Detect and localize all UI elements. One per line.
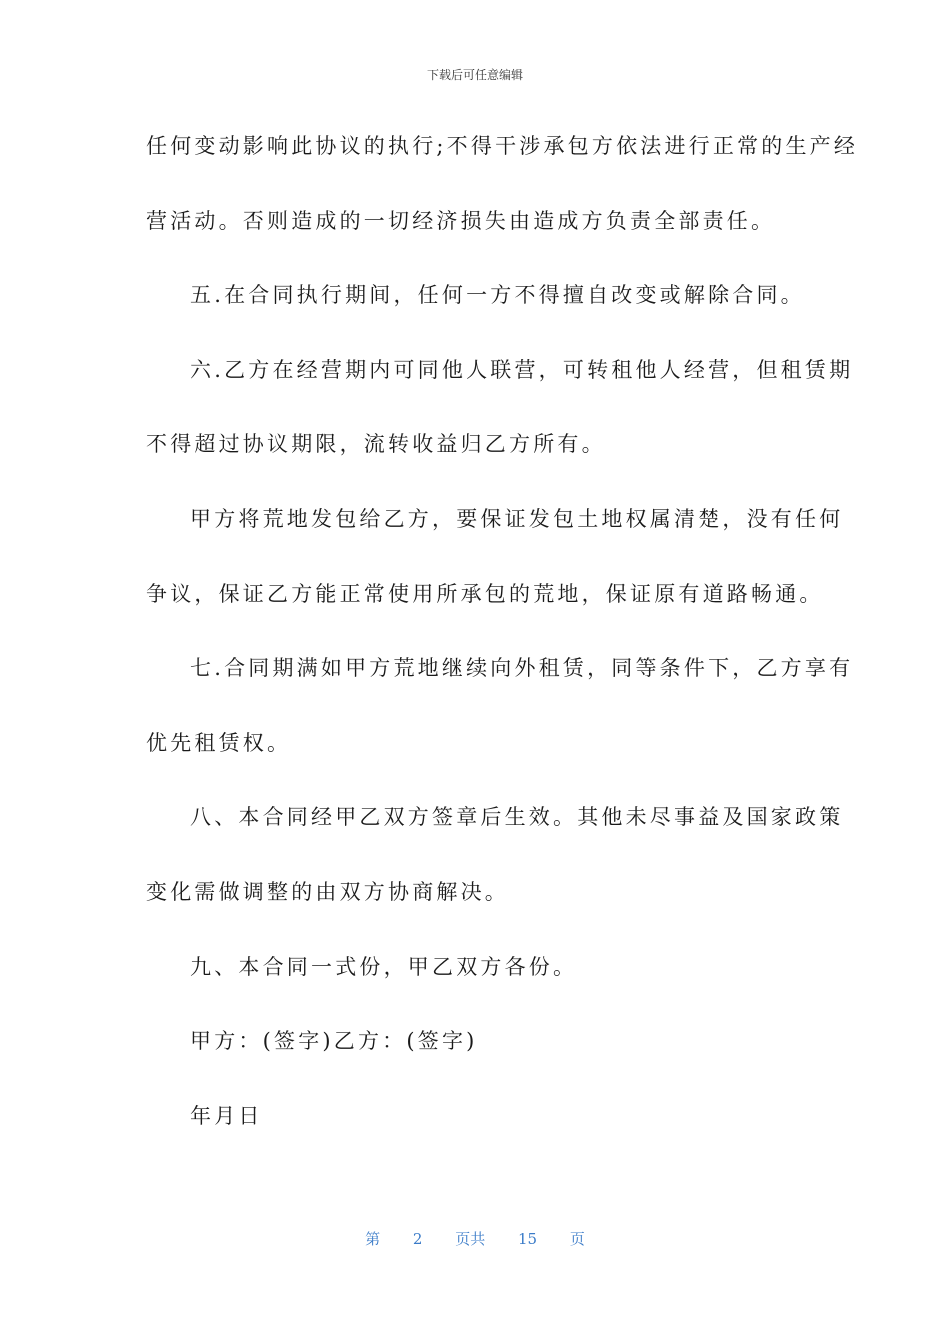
page-label-mid: 页共 [455, 1230, 486, 1248]
page-footer [0, 1228, 950, 1249]
page-label-suffix: 页 [569, 1230, 585, 1248]
clause-five: 五.在合同执行期间，任何一方不得擅自改变或解除合同。 [190, 283, 805, 308]
text-line: 不得超过协议期限，流转收益归乙方所有。 [146, 432, 606, 457]
text-line: 争议，保证乙方能正常使用所承包的荒地，保证原有道路畅通。 [146, 581, 824, 606]
paragraph-party-a-obligation: 甲方将荒地发包给乙方，要保证发包土地权属清楚，没有任何 [190, 506, 844, 531]
header-note: 下载后可任意编辑 [426, 68, 523, 82]
signature-line: 甲方：(签字)乙方：(签字) [190, 1029, 478, 1054]
clause-eight: 八、本合同经甲乙双方签章后生效。其他未尽事益及国家政策 [190, 805, 844, 830]
date-line: 年月日 [190, 1103, 263, 1128]
document-body [146, 126, 859, 1170]
page-number: 2 [412, 1230, 423, 1248]
clause-seven: 七.合同期满如甲方荒地继续向外租赁，同等条件下，乙方享有 [190, 656, 854, 681]
page-label-prefix: 第 [365, 1230, 381, 1248]
text-line: 任何变动影响此协议的执行;不得干涉承包方依法进行正常的生产经 [146, 134, 859, 158]
text-line: 营活动。否则造成的一切经济损失由造成方负责全部责任。 [146, 208, 776, 233]
clause-six: 六.乙方在经营期内可同他人联营，可转租他人经营，但租赁期 [190, 357, 854, 382]
text-line: 变化需做调整的由双方协商解决。 [146, 879, 509, 904]
clause-nine: 九、本合同一式份，甲乙双方各份。 [190, 954, 578, 979]
text-line: 优先租赁权。 [146, 730, 292, 755]
total-pages: 15 [518, 1230, 538, 1248]
